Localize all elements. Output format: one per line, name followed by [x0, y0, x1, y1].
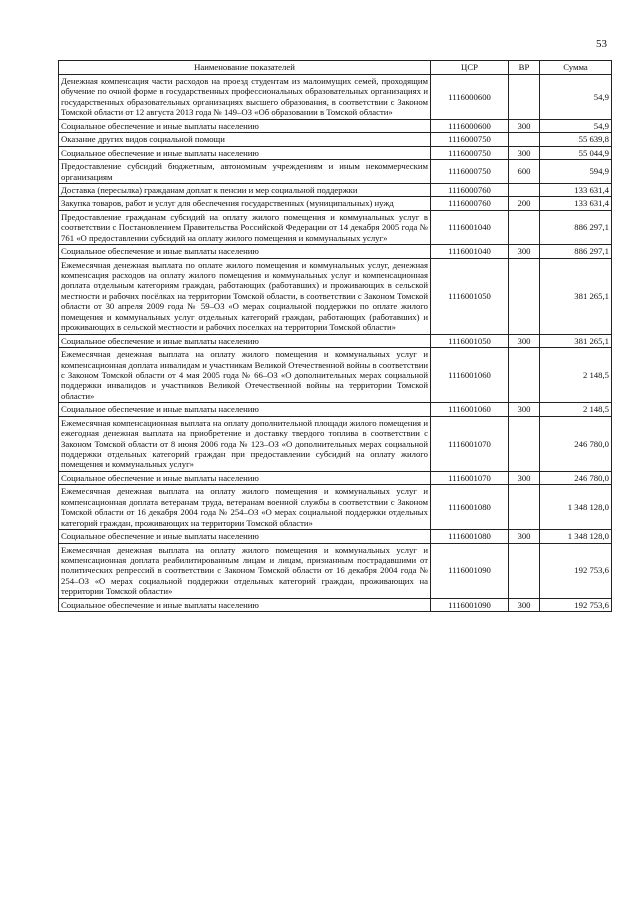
row-vr-cell: 300 — [509, 471, 540, 484]
row-name-cell: Ежемесячная компенсационная выплата на оплату дополнительной площади жилого помещения и ежегодная денежная выплата на приобретение и доставку твердого топлива в соответствии с Законом Томской области от 8 июня 2006 года № 123–ОЗ «О дополнительных мерах социальной поддержки отдельных категорий граждан при предоставлении субсидий на оплату жилого помещения и коммунальных услуг» — [59, 416, 431, 471]
row-code-cell: 1116001050 — [431, 334, 509, 347]
row-sum-cell: 192 753,6 — [540, 598, 612, 611]
table-row — [59, 197, 612, 210]
row-name-cell: Ежемесячная денежная выплата по оплате жилого помещения и коммунальных услуг, денежная компенсация расходов на оплату жилого помещения и коммунальных услуг и компенсационная доплата отдельным категориям граждан, работающих (работавших) и проживающих в сельской местности и рабочих посёлках на территории Томской области, в соответствии с Законом Томской области от 30 апреля 2009 года № 59–ОЗ «О мерах социальной поддержки по оплате жилого помещения и коммунальных услуг отдельных категорий граждан, работающих (работавших) и проживающих в сельской местности и рабочих поселках на территории Томской области» — [59, 258, 431, 334]
header-sum: Сумма — [540, 61, 612, 75]
table-row — [59, 471, 612, 484]
row-vr-cell: 300 — [509, 245, 540, 258]
table-header-row — [59, 61, 612, 75]
header-name: Наименование показателей — [59, 61, 431, 75]
row-name-cell: Ежемесячная денежная выплата на оплату жилого помещения и коммунальных услуг и компенсационная доплата инвалидам и участникам Великой Отечественной войны в соответствии с Законом Томской области от 4 мая 2005 года № 66–ОЗ «О дополнительных мерах социальной поддержки инвалидов и участников Великой Отечественной войны на территории Томской области» — [59, 348, 431, 403]
table-row — [59, 146, 612, 159]
table-row — [59, 543, 612, 598]
table-row — [59, 403, 612, 416]
row-vr-cell — [509, 543, 540, 598]
row-sum-cell: 2 148,5 — [540, 403, 612, 416]
row-vr-cell: 200 — [509, 197, 540, 210]
row-name-cell: Предоставление гражданам субсидий на оплату жилого помещения и коммунальных услуг в соответствии с Постановлением Правительства Российской Федерации от 14 декабря 2005 года № 761 «О предоставлении субсидий на оплату жилого помещения и коммунальных услуг» — [59, 210, 431, 244]
row-code-cell: 1116001090 — [431, 543, 509, 598]
row-sum-cell: 381 265,1 — [540, 258, 612, 334]
row-code-cell: 1116001090 — [431, 598, 509, 611]
table-row — [59, 75, 612, 120]
table-row — [59, 258, 612, 334]
row-code-cell: 1116001060 — [431, 348, 509, 403]
row-vr-cell — [509, 485, 540, 530]
row-sum-cell: 55 044,9 — [540, 146, 612, 159]
row-code-cell: 1116001070 — [431, 471, 509, 484]
row-code-cell: 1116000600 — [431, 119, 509, 132]
table-row — [59, 348, 612, 403]
row-name-cell: Социальное обеспечение и иные выплаты населению — [59, 403, 431, 416]
row-code-cell: 1116001040 — [431, 210, 509, 244]
page-number: 53 — [596, 38, 607, 50]
row-code-cell: 1116001080 — [431, 485, 509, 530]
row-name-cell: Ежемесячная денежная выплата на оплату жилого помещения и коммунальных услуг и компенсационная доплата ветеранам труда, ветеранам военной службы в соответствии с Законом Томской области от 16 декабря 2004 года № 254–ОЗ «О мерах социальной поддержки отдельных категорий граждан, проживающих на территории Томской области» — [59, 485, 431, 530]
header-vr: ВР — [509, 61, 540, 75]
row-code-cell: 1116001070 — [431, 416, 509, 471]
row-vr-cell — [509, 348, 540, 403]
row-name-cell: Социальное обеспечение и иные выплаты населению — [59, 245, 431, 258]
row-code-cell: 1116000760 — [431, 183, 509, 196]
row-name-cell: Денежная компенсация части расходов на проезд студентам из малоимущих семей, проходящим обучение по очной форме в государственных профессиональных образовательных организациях и государственных образовательных организациях высшего образования, в соответствии с Законом Томской области от 12 августа 2013 года № 149–ОЗ «Об образовании в Томской области» — [59, 75, 431, 120]
row-name-cell: Социальное обеспечение и иные выплаты населению — [59, 334, 431, 347]
row-code-cell: 1116000750 — [431, 160, 509, 184]
row-vr-cell: 300 — [509, 530, 540, 543]
row-sum-cell: 55 639,8 — [540, 133, 612, 146]
row-name-cell: Доставка (пересылка) гражданам доплат к пенсии и мер социальной поддержки — [59, 183, 431, 196]
header-code: ЦСР — [431, 61, 509, 75]
row-vr-cell: 300 — [509, 146, 540, 159]
budget-table — [58, 60, 612, 612]
table-row — [59, 245, 612, 258]
row-vr-cell — [509, 133, 540, 146]
row-code-cell: 1116000600 — [431, 75, 509, 120]
table-row — [59, 210, 612, 244]
row-code-cell: 1116000760 — [431, 197, 509, 210]
row-name-cell: Предоставление субсидий бюджетным, автономным учреждениям и иным некоммерческим организациям — [59, 160, 431, 184]
row-sum-cell: 1 348 128,0 — [540, 530, 612, 543]
row-sum-cell: 246 780,0 — [540, 471, 612, 484]
row-vr-cell: 300 — [509, 119, 540, 132]
row-vr-cell — [509, 416, 540, 471]
row-name-cell: Социальное обеспечение и иные выплаты населению — [59, 598, 431, 611]
row-name-cell: Социальное обеспечение и иные выплаты населению — [59, 471, 431, 484]
row-vr-cell: 600 — [509, 160, 540, 184]
row-name-cell: Социальное обеспечение и иные выплаты населению — [59, 119, 431, 132]
row-name-cell: Социальное обеспечение и иные выплаты населению — [59, 146, 431, 159]
table-row — [59, 598, 612, 611]
row-sum-cell: 886 297,1 — [540, 210, 612, 244]
row-vr-cell: 300 — [509, 334, 540, 347]
row-sum-cell: 594,9 — [540, 160, 612, 184]
row-code-cell: 1116001050 — [431, 258, 509, 334]
table-row — [59, 119, 612, 132]
row-name-cell: Социальное обеспечение и иные выплаты населению — [59, 530, 431, 543]
row-sum-cell: 133 631,4 — [540, 183, 612, 196]
row-code-cell: 1116001040 — [431, 245, 509, 258]
row-vr-cell — [509, 183, 540, 196]
row-sum-cell: 54,9 — [540, 75, 612, 120]
row-code-cell: 1116001080 — [431, 530, 509, 543]
row-code-cell: 1116000750 — [431, 146, 509, 159]
table-row — [59, 530, 612, 543]
row-vr-cell — [509, 258, 540, 334]
row-sum-cell: 2 148,5 — [540, 348, 612, 403]
row-name-cell: Закупка товаров, работ и услуг для обеспечения государственных (муниципальных) нужд — [59, 197, 431, 210]
table-row — [59, 160, 612, 184]
row-sum-cell: 192 753,6 — [540, 543, 612, 598]
row-vr-cell: 300 — [509, 598, 540, 611]
row-sum-cell: 1 348 128,0 — [540, 485, 612, 530]
row-sum-cell: 54,9 — [540, 119, 612, 132]
table-row — [59, 183, 612, 196]
table-row — [59, 334, 612, 347]
row-name-cell: Оказание других видов социальной помощи — [59, 133, 431, 146]
table-row — [59, 485, 612, 530]
row-name-cell: Ежемесячная денежная выплата на оплату жилого помещения и коммунальных услуг и компенсационная доплата реабилитированным лицам и лицам, признанным пострадавшими от политических репрессий в соответствии с Законом Томской области от 16 декабря 2004 года № 254–ОЗ «О мерах социальной поддержки отдельных категорий граждан, проживающих на территории Томской области» — [59, 543, 431, 598]
row-code-cell: 1116001060 — [431, 403, 509, 416]
table-row — [59, 416, 612, 471]
row-vr-cell — [509, 210, 540, 244]
row-sum-cell: 381 265,1 — [540, 334, 612, 347]
row-vr-cell — [509, 75, 540, 120]
row-sum-cell: 246 780,0 — [540, 416, 612, 471]
row-code-cell: 1116000750 — [431, 133, 509, 146]
row-vr-cell: 300 — [509, 403, 540, 416]
row-sum-cell: 886 297,1 — [540, 245, 612, 258]
row-sum-cell: 133 631,4 — [540, 197, 612, 210]
table-row — [59, 133, 612, 146]
